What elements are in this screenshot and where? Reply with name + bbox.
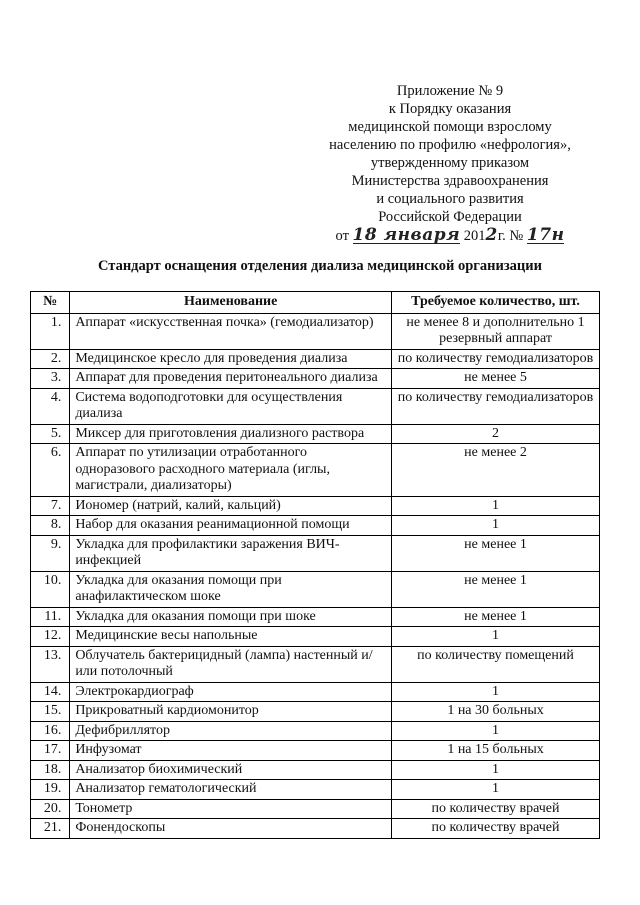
appendix-line: населению по профилю «нефрология»,: [329, 137, 571, 153]
date-prefix: от: [335, 228, 349, 244]
row-name: Набор для оказания реанимационной помощи: [70, 516, 392, 536]
row-number: 1.: [31, 313, 70, 349]
table-row: [31, 496, 600, 516]
table-row: [31, 819, 600, 839]
row-number: 5.: [31, 424, 70, 444]
row-quantity: не менее 1: [392, 571, 600, 607]
handwritten-order-number: 17н: [526, 225, 565, 245]
row-quantity: по количеству гемодиализаторов: [392, 349, 600, 369]
row-quantity: 1: [392, 516, 600, 536]
appendix-header: [300, 82, 600, 245]
row-number: 2.: [31, 349, 70, 369]
date-year-suffix: г. №: [497, 228, 524, 244]
row-number: 7.: [31, 496, 70, 516]
table-row: [31, 444, 600, 497]
table-row: [31, 535, 600, 571]
row-number: 10.: [31, 571, 70, 607]
row-name: Укладка для оказания помощи при шоке: [70, 607, 392, 627]
row-name: Укладка для оказания помощи при анафилактическом шоке: [70, 571, 392, 607]
row-name: Аппарат по утилизации отработанного одноразового расходного материала (иглы, магистрали, диализаторы): [70, 444, 392, 497]
table-row: [31, 349, 600, 369]
header-number: №: [31, 292, 70, 314]
table-row: [31, 388, 600, 424]
appendix-line: Министерства здравоохранения: [351, 173, 549, 189]
date-year-print: 201: [463, 228, 486, 244]
handwritten-year-digit: 2: [485, 225, 498, 245]
row-quantity: не менее 1: [392, 607, 600, 627]
table-row: [31, 721, 600, 741]
table-row: [31, 607, 600, 627]
table-row: [31, 741, 600, 761]
table-row: [31, 780, 600, 800]
row-name: Аппарат «искусственная почка» (гемодиализатор): [70, 313, 392, 349]
row-name: Инфузомат: [70, 741, 392, 761]
row-name: Прикроватный кардиомонитор: [70, 702, 392, 722]
row-number: 16.: [31, 721, 70, 741]
row-number: 17.: [31, 741, 70, 761]
row-name: Анализатор гематологический: [70, 780, 392, 800]
row-quantity: 1: [392, 682, 600, 702]
table-row: [31, 760, 600, 780]
row-quantity: не менее 8 и дополнительно 1 резервный аппарат: [392, 313, 600, 349]
row-name: Анализатор биохимический: [70, 760, 392, 780]
row-quantity: 1: [392, 496, 600, 516]
row-number: 8.: [31, 516, 70, 536]
table-row: [31, 702, 600, 722]
row-number: 19.: [31, 780, 70, 800]
row-name: Электрокардиограф: [70, 682, 392, 702]
row-quantity: 1: [392, 780, 600, 800]
table-row: [31, 571, 600, 607]
table-row: [31, 799, 600, 819]
document-title: Стандарт оснащения отделения диализа медицинской организации: [97, 258, 542, 274]
table-body: [31, 313, 600, 838]
row-name: Система водоподготовки для осуществления диализа: [70, 388, 392, 424]
row-number: 11.: [31, 607, 70, 627]
table-row: [31, 646, 600, 682]
table-header-row: [31, 292, 600, 314]
table-row: [31, 682, 600, 702]
row-number: 3.: [31, 369, 70, 389]
row-name: Аппарат для проведения перитонеального диализа: [70, 369, 392, 389]
row-name: Фонендоскопы: [70, 819, 392, 839]
table-row: [31, 424, 600, 444]
row-number: 20.: [31, 799, 70, 819]
row-quantity: не менее 5: [392, 369, 600, 389]
row-quantity: по количеству врачей: [392, 799, 600, 819]
appendix-line: и социального развития: [376, 191, 524, 207]
row-quantity: по количеству врачей: [392, 819, 600, 839]
appendix-line: утвержденному приказом: [370, 155, 530, 171]
row-quantity: 1: [392, 760, 600, 780]
table-row: [31, 313, 600, 349]
row-number: 6.: [31, 444, 70, 497]
row-quantity: не менее 2: [392, 444, 600, 497]
appendix-line: Российской Федерации: [378, 209, 522, 225]
row-name: Укладка для профилактики заражения ВИЧ-инфекцией: [70, 535, 392, 571]
row-quantity: по количеству помещений: [392, 646, 600, 682]
row-name: Иономер (натрий, калий, кальций): [70, 496, 392, 516]
row-name: Медицинское кресло для проведения диализа: [70, 349, 392, 369]
header-quantity: Требуемое количество, шт.: [392, 292, 600, 314]
row-number: 13.: [31, 646, 70, 682]
row-number: 9.: [31, 535, 70, 571]
row-quantity: 1: [392, 721, 600, 741]
row-number: 18.: [31, 760, 70, 780]
appendix-line: Приложение № 9: [396, 83, 504, 99]
row-quantity: 2: [392, 424, 600, 444]
appendix-line: медицинской помощи взрослому: [348, 119, 552, 135]
row-quantity: 1 на 30 больных: [392, 702, 600, 722]
table-row: [31, 369, 600, 389]
row-quantity: не менее 1: [392, 535, 600, 571]
row-number: 4.: [31, 388, 70, 424]
row-number: 14.: [31, 682, 70, 702]
row-name: Медицинские весы напольные: [70, 627, 392, 647]
equipment-table: [30, 291, 600, 839]
row-quantity: 1: [392, 627, 600, 647]
handwritten-date: 18 января: [352, 225, 461, 245]
row-number: 15.: [31, 702, 70, 722]
row-name: Облучатель бактерицидный (лампа) настенный и/или потолочный: [70, 646, 392, 682]
order-date-line: [300, 226, 600, 245]
header-name: Наименование: [70, 292, 392, 314]
row-name: Миксер для приготовления диализного раствора: [70, 424, 392, 444]
row-quantity: по количеству гемодиализаторов: [392, 388, 600, 424]
row-number: 12.: [31, 627, 70, 647]
row-number: 21.: [31, 819, 70, 839]
table-row: [31, 627, 600, 647]
row-quantity: 1 на 15 больных: [392, 741, 600, 761]
row-name: Тонометр: [70, 799, 392, 819]
row-name: Дефибриллятор: [70, 721, 392, 741]
appendix-line: к Порядку оказания: [388, 101, 512, 117]
table-row: [31, 516, 600, 536]
